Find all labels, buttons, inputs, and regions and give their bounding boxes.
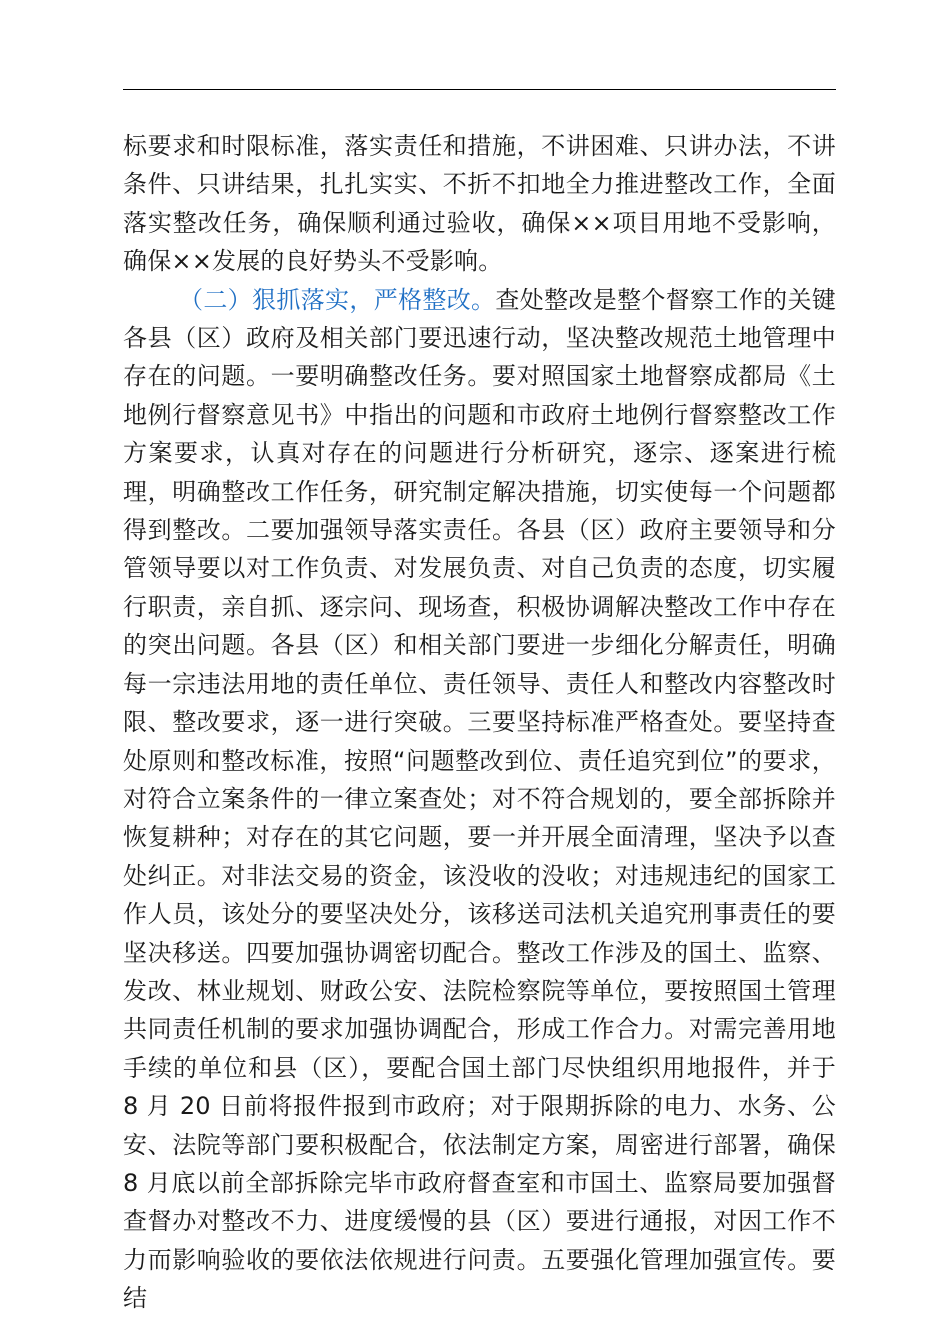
section-heading: （二）狠抓落实，严格整改。 <box>179 285 496 314</box>
document-body <box>123 127 836 1318</box>
paragraph-section-two <box>123 281 836 1318</box>
header-rule <box>123 89 836 90</box>
section-body: 查处整改是整个督察工作的关键各县（区）政府及相关部门要迅速行动，坚决整改规范土地管理中存在的问题。一要明确整改任务。要对照国家土地督察成都局《土地例行督察意见书》中指出的问题和市政府土地例行督察整改工作方案要求，认真对存在的问题进行分析研究，逐宗、逐案进行梳理，明确整改工作任务，研究制定解决措施，切实使每一个问题都得到整改。二要加强领导落实责任。各县（区）政府主要领导和分管领导要以对工作负责、对发展负责、对自己负责的态度，切实履行职责，亲自抓、逐宗问、现场查，积极协调解决整改工作中存在的突出问题。各县（区）和相关部门要进一步细化分解责任，明确每一宗违法用地的责任单位、责任领导、责任人和整改内容整改时限、整改要求，逐一进行突破。三要坚持标准严格查处。要坚持查处原则和整改标准，按照“问题整改到位、责任追究到位”的要求，对符合立案条件的一律立案查处；对不符合规划的，要全部拆除并恢复耕种；对存在的其它问题，要一并开展全面清理，坚决予以查处纠正。对非法交易的资金，该没收的没收；对违规违纪的国家工作人员，该处分的要坚决处分，该移送司法机关追究刑事责任的要坚决移送。四要加强协调密切配合。整改工作涉及的国土、监察、发改、林业规划、财政公安、法院检察院等单位，要按照国土管理共同责任机制的要求加强协调配合，形成工作合力。对需完善用地手续的单位和县（区），要配合国土部门尽快组织用地报件，并于 8 月 20 日前将报件报到市政府；对于限期拆除的电力、水务、公安、法院等部门要积极配合，依法制定方案，周密进行部署，确保 8 月底以前全部拆除完毕市政府督查室和市国土、监察局要加强督查督办对整改不力、进度缓慢的县（区）要进行通报，对因工作不力而影响验收的要依法依规进行问责。五要强化管理加强宣传。要结 <box>123 285 836 1313</box>
paragraph-continuation: 标要求和时限标准，落实责任和措施，不讲困难、只讲办法，不讲条件、只讲结果，扎扎实实、不折不扣地全力推进整改工作，全面落实整改任务，确保顺利通过验收，确保××项目用地不受影响，确保××发展的良好势头不受影响。 <box>123 132 836 276</box>
